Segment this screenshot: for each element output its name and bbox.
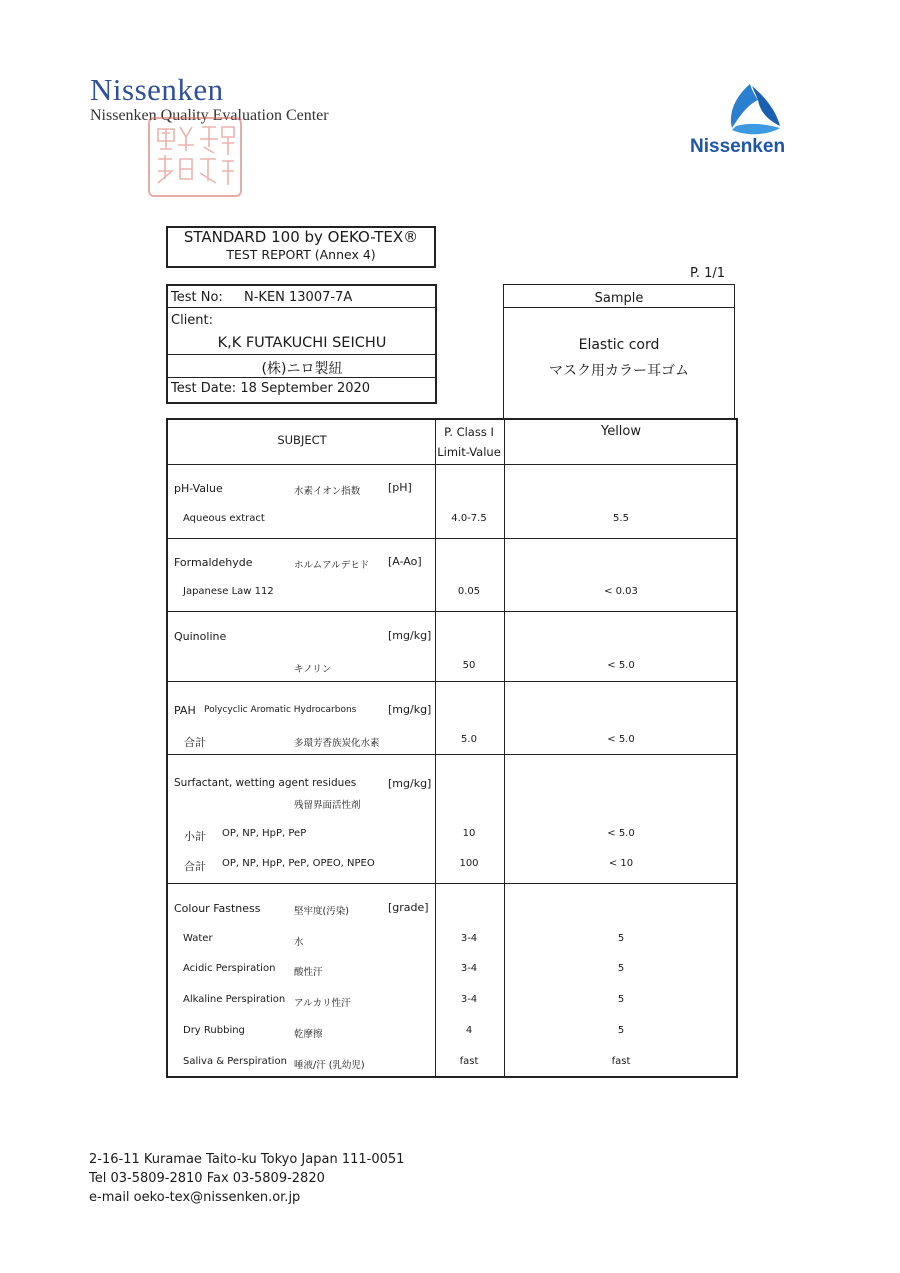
footer-phone: Tel 03-5809-2810 Fax 03-5809-2820 bbox=[89, 1171, 325, 1186]
quinoline-label: Quinoline bbox=[174, 630, 227, 643]
ph-limit: 4.0-7.5 bbox=[451, 513, 487, 524]
pah-jp: 多環芳香族炭化水素 bbox=[294, 738, 380, 749]
pah-label: PAH bbox=[174, 704, 196, 717]
formaldehyde-jp: ホルムアルデヒド bbox=[294, 560, 370, 571]
sample-name-en: Elastic cord bbox=[578, 337, 660, 353]
quinoline-jp: キノリン bbox=[294, 664, 332, 675]
fastness-row-value: 5 bbox=[617, 1025, 625, 1036]
quinoline-value: < 5.0 bbox=[607, 660, 635, 671]
ph-value: 5.5 bbox=[613, 513, 629, 524]
limit-header: Limit-Value bbox=[437, 445, 501, 459]
test-no-value: N-KEN 13007-7A bbox=[244, 290, 353, 305]
sample-color: Yellow bbox=[600, 424, 642, 439]
ph-sub: Aqueous extract bbox=[183, 513, 265, 524]
fastness-row-limit: 4 bbox=[465, 1025, 473, 1036]
surfactant-subtotal-label: 小計 bbox=[184, 830, 206, 843]
fastness-row-limit: 3-4 bbox=[460, 963, 478, 974]
fastness-row-value: 5 bbox=[617, 933, 625, 944]
fastness-row-jp: 水 bbox=[294, 937, 304, 948]
pah-sub: 合計 bbox=[184, 736, 206, 749]
page-number: P. 1/1 bbox=[690, 266, 726, 281]
seal-graphic bbox=[150, 119, 240, 195]
formaldehyde-value: < 0.03 bbox=[604, 586, 638, 597]
fastness-row-limit: 3-4 bbox=[460, 994, 478, 1005]
client-name-jp: (株)ニロ製紐 bbox=[261, 361, 343, 377]
client-name-en: K,K FUTAKUCHI SEICHU bbox=[217, 335, 387, 351]
report-info-box bbox=[166, 284, 437, 404]
fastness-row-limit: 3-4 bbox=[460, 933, 478, 944]
surfactant-unit: [mg/kg] bbox=[388, 777, 432, 790]
column-divider bbox=[435, 420, 436, 1076]
client-label: Client: bbox=[171, 313, 214, 328]
fastness-row-en: Dry Rubbing bbox=[183, 1025, 245, 1036]
surfactant-subtotal-desc: OP, NP, HpP, PeP bbox=[222, 828, 307, 839]
test-no-label: Test No: bbox=[171, 290, 223, 305]
fastness-row-en: Acidic Perspiration bbox=[183, 963, 276, 974]
sample-box bbox=[503, 284, 735, 419]
test-date: Test Date: 18 September 2020 bbox=[171, 381, 371, 396]
fastness-row-value: 5 bbox=[617, 994, 625, 1005]
report-subtitle: TEST REPORT (Annex 4) bbox=[226, 247, 376, 262]
fastness-row-en: Water bbox=[183, 933, 213, 944]
fastness-unit: [grade] bbox=[388, 901, 429, 914]
sample-header: Sample bbox=[504, 285, 734, 308]
fastness-jp: 堅牢度(汚染) bbox=[294, 906, 349, 917]
pah-unit: [mg/kg] bbox=[388, 703, 432, 716]
pah-limit: 5.0 bbox=[461, 734, 477, 745]
formaldehyde-limit: 0.05 bbox=[457, 586, 481, 597]
quinoline-limit: 50 bbox=[462, 660, 476, 671]
ph-unit: [pH] bbox=[388, 481, 412, 494]
footer-contact bbox=[89, 1150, 404, 1207]
row-divider bbox=[168, 681, 736, 682]
footer-address: 2-16-11 Kuramae Taito-ku Tokyo Japan 111-0051 bbox=[89, 1152, 405, 1167]
surfactant-subtotal-value: < 5.0 bbox=[607, 828, 635, 839]
fastness-row-value: 5 bbox=[617, 963, 625, 974]
fastness-row-limit: fast bbox=[459, 1056, 479, 1067]
row-divider bbox=[168, 611, 736, 612]
brand-subtitle: Nissenken Quality Evaluation Center bbox=[90, 107, 329, 124]
sample-name-jp: マスク用カラー耳ゴム bbox=[549, 363, 689, 379]
surfactant-total-label: 合計 bbox=[184, 860, 206, 873]
ph-jp: 水素イオン指数 bbox=[294, 486, 361, 497]
formaldehyde-sub: Japanese Law 112 bbox=[183, 586, 274, 597]
fastness-label: Colour Fastness bbox=[174, 902, 261, 915]
surfactant-jp: 残留界面活性剤 bbox=[294, 800, 361, 811]
fastness-row-en: Alkaline Perspiration bbox=[183, 994, 286, 1005]
fastness-row-jp: 唾液/汗 (乳幼児) bbox=[294, 1060, 365, 1071]
row-divider bbox=[168, 883, 736, 884]
pah-desc: Polycyclic Aromatic Hydrocarbons bbox=[204, 705, 357, 715]
quinoline-unit: [mg/kg] bbox=[388, 629, 432, 642]
class-header: P. Class Ⅰ bbox=[444, 425, 494, 439]
ph-label: pH-Value bbox=[174, 482, 223, 495]
subject-header: SUBJECT bbox=[277, 433, 327, 447]
row-divider bbox=[168, 538, 736, 539]
surfactant-subtotal-limit: 10 bbox=[462, 828, 476, 839]
footer-email: e-mail oeko-tex@nissenken.or.jp bbox=[89, 1190, 301, 1205]
nissenken-logo-icon bbox=[722, 82, 784, 138]
client-row bbox=[168, 308, 435, 355]
surfactant-total-desc: OP, NP, HpP, PeP, OPEO, NPEO bbox=[222, 858, 375, 869]
results-table bbox=[166, 418, 738, 1078]
report-title: STANDARD 100 by OEKO-TEX® bbox=[183, 228, 419, 246]
row-divider bbox=[168, 754, 736, 755]
surfactant-total-value: < 10 bbox=[608, 858, 634, 869]
formaldehyde-label: Formaldehyde bbox=[174, 556, 253, 569]
formaldehyde-unit: [A-Ao] bbox=[388, 555, 422, 568]
row-divider bbox=[168, 464, 736, 465]
fastness-row-en: Saliva & Perspiration bbox=[183, 1056, 287, 1067]
fastness-row-jp: 酸性汗 bbox=[294, 967, 323, 978]
fastness-row-value: fast bbox=[611, 1056, 631, 1067]
red-seal-stamp bbox=[148, 117, 242, 197]
logo-wordmark: Nissenken bbox=[690, 136, 786, 157]
brand-name: Nissenken bbox=[90, 72, 224, 107]
test-no-row bbox=[168, 286, 435, 308]
report-title-box bbox=[166, 226, 436, 268]
pah-value: < 5.0 bbox=[607, 734, 635, 745]
fastness-row-jp: 乾摩擦 bbox=[294, 1029, 323, 1040]
fastness-row-jp: アルカリ性汗 bbox=[294, 998, 351, 1009]
column-divider bbox=[504, 420, 505, 1076]
client-jp-row bbox=[168, 355, 435, 378]
surfactant-total-limit: 100 bbox=[459, 858, 479, 869]
surfactant-label: Surfactant, wetting agent residues bbox=[174, 777, 357, 789]
test-date-row bbox=[168, 378, 435, 400]
